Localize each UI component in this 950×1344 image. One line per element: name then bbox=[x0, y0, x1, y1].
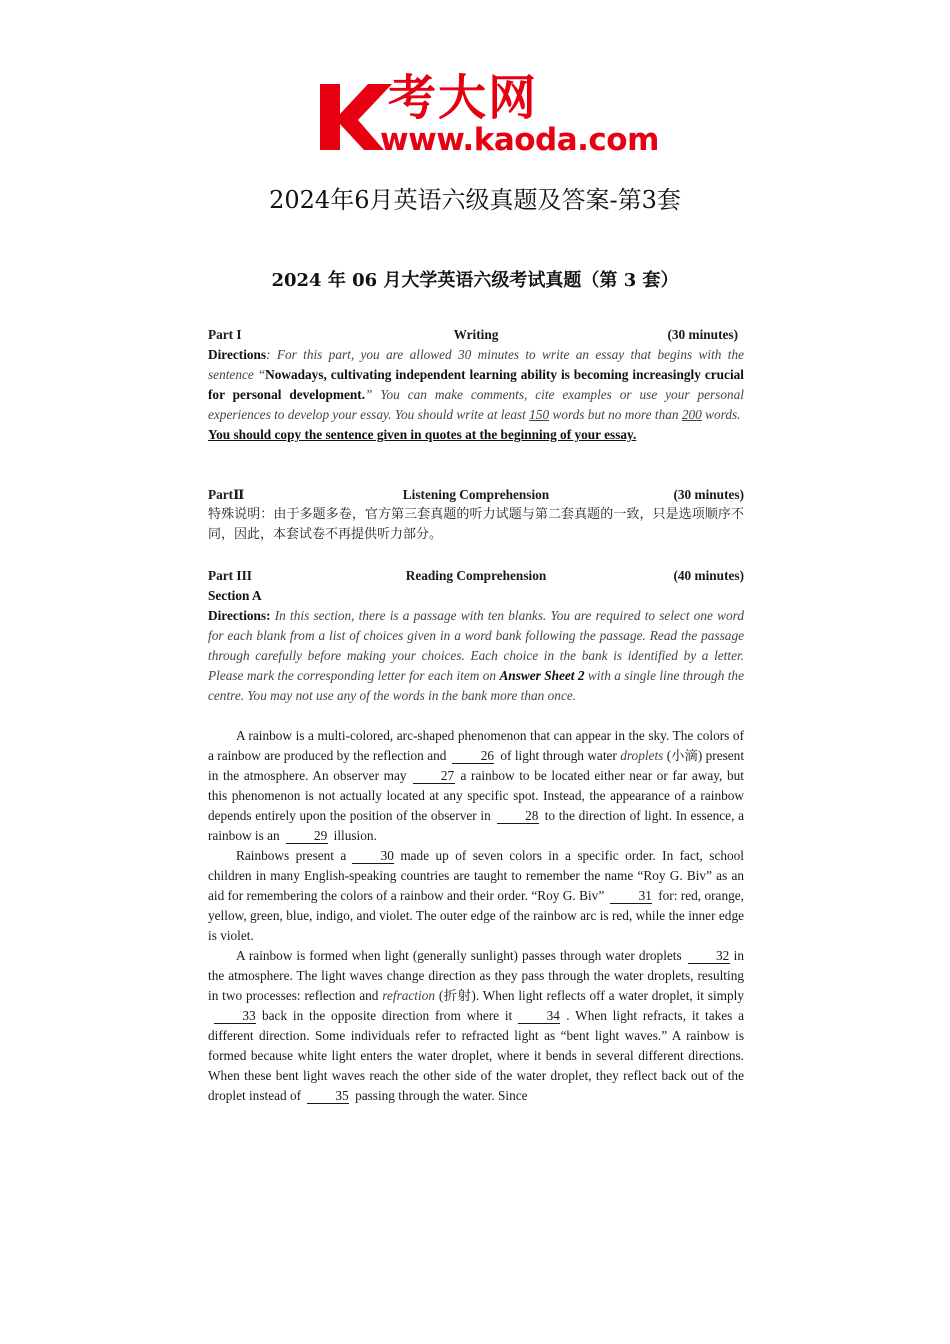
passage-text: (折射). When light reflects off a water droplet, it simply bbox=[438, 988, 745, 1003]
passage-text: made up of seven colors in a specific order. In fact, school children in many English-speaking countries are taught to remember the name “Roy G. Biv” as an aid for remembering the colors of a rainbow and their order. “Roy G. Biv” bbox=[208, 848, 744, 903]
blank-28[interactable]: 28 bbox=[497, 808, 539, 824]
blank-27[interactable]: 27 bbox=[413, 768, 455, 784]
blank-31[interactable]: 31 bbox=[610, 888, 652, 904]
part1-header bbox=[208, 325, 744, 345]
passage-text: . When light refracts, it takes a different direction. Some individuals refer to refracted light as “bent light waves.” A rainbow is formed because white light enters the water droplet, where it bends in several different directions. When these bent light waves reach the other side of the water droplet, they reflect back out of the droplet instead of bbox=[208, 1008, 745, 1103]
directions-text: : For this part, you are allowed 30 minutes to write an essay that begins with the sentence “ bbox=[208, 347, 744, 382]
part2-label: PartⅡ bbox=[208, 487, 245, 502]
answer-sheet-ref: Answer Sheet 2 bbox=[499, 668, 585, 683]
blank-35[interactable]: 35 bbox=[307, 1088, 349, 1104]
part3-name: Reading Comprehension bbox=[405, 568, 547, 583]
part2-header bbox=[208, 485, 744, 505]
essay-prompt-quote: Nowadays, cultivating independent learning ability is becoming increasingly crucial for personal development. bbox=[208, 367, 744, 402]
passage-text: A rainbow is a multi-colored, arc-shaped phenomenon that can appear in the sky. The colors of a rainbow are produced by the reflection and bbox=[208, 728, 744, 763]
blank-32[interactable]: 32 bbox=[688, 948, 730, 964]
directions-text: In this section, there is a passage with ten blanks. You are required to select one word for each blank from a list of choices given in a word bank following the passage. Read the passage through carefully before making your choices. Each choice in the bank is identified by a letter. Please mark the corresponding letter for each item on bbox=[208, 608, 744, 683]
passage-paragraph-3 bbox=[208, 946, 744, 1106]
part3-reading bbox=[208, 566, 744, 706]
passage-paragraph-1 bbox=[208, 726, 744, 846]
directions-text: words but no more than bbox=[549, 407, 682, 422]
part3-header bbox=[208, 566, 744, 586]
part1-copy-note: You should copy the sentence given in quotes at the beginning of your essay. bbox=[208, 427, 637, 442]
kaoda-logo bbox=[318, 70, 659, 162]
passage-text: droplets bbox=[620, 748, 664, 763]
rainbow-passage bbox=[208, 726, 744, 1106]
page-title: 2024年6月英语六级真题及答案-第3套 bbox=[269, 186, 681, 214]
passage-text: Rainbows present a bbox=[236, 848, 347, 863]
part1-directions bbox=[208, 345, 744, 425]
exam-subtitle: 2024 年 06 月大学英语六级考试真题（第 3 套） bbox=[271, 270, 679, 291]
passage-text: a rainbow to be located either near or far away, but this phenomenon is not actually located at any specific spot. Instead, the appearance of a rainbow depends entirely upon the position of the observer in bbox=[208, 768, 744, 823]
passage-text: A rainbow is formed when light (generally sunlight) passes through water droplets bbox=[236, 948, 682, 963]
directions-text: ” You can make comments, cite examples or use your personal experiences to develop your essay. You should write at least bbox=[208, 387, 744, 422]
passage-text: in the atmosphere. The light waves change direction as they pass through the water droplets, resulting in two processes: reflection and bbox=[208, 948, 744, 1003]
directions-text: words. bbox=[701, 407, 741, 422]
passage-text: refraction bbox=[382, 988, 435, 1003]
logo-brand-cn: 考大网 bbox=[388, 70, 539, 126]
part3-label: Part III bbox=[208, 568, 252, 583]
passage-text: of light through water bbox=[500, 748, 617, 763]
part1-writing bbox=[208, 325, 744, 445]
directions-text: with a single line through the centre. You may not use any of the words in the bank more than once. bbox=[208, 668, 744, 703]
part2-special-note: 特殊说明：由于多题多卷，官方第三套真题的听力试题与第二套真题的一致，只是选项顺序不同，因此，本套试卷不再提供听力部分。 bbox=[208, 507, 744, 542]
passage-text: back in the opposite direction from where it bbox=[262, 1008, 513, 1023]
max-words: 200 bbox=[681, 407, 702, 422]
part1-name: Writing bbox=[453, 327, 499, 342]
part3-directions bbox=[208, 606, 744, 706]
blank-30[interactable]: 30 bbox=[352, 848, 394, 864]
directions-label: Directions: bbox=[208, 608, 271, 623]
part2-listening bbox=[208, 485, 744, 545]
passage-paragraph-2 bbox=[208, 846, 744, 946]
blank-26[interactable]: 26 bbox=[452, 748, 494, 764]
logo-brand-url: www.kaoda.com bbox=[380, 122, 659, 158]
blank-29[interactable]: 29 bbox=[286, 828, 328, 844]
min-words: 150 bbox=[529, 407, 550, 422]
part1-time: (30 minutes) bbox=[667, 327, 738, 342]
blank-34[interactable]: 34 bbox=[518, 1008, 560, 1024]
passage-text: to the direction of light. In essence, a rainbow is an bbox=[208, 808, 744, 843]
section-a-heading: Section A bbox=[208, 588, 262, 603]
part3-time: (40 minutes) bbox=[673, 568, 744, 583]
part1-label: Part I bbox=[208, 327, 242, 342]
blank-33[interactable]: 33 bbox=[214, 1008, 256, 1024]
passage-text: (小滴) present in the atmosphere. An observer may bbox=[208, 748, 745, 783]
passage-text: illusion. bbox=[333, 828, 377, 843]
passage-text: passing through the water. Since bbox=[355, 1088, 528, 1103]
passage-text: for: red, orange, yellow, green, blue, indigo, and violet. The outer edge of the rainbow arc is red, while the inner edge is violet. bbox=[208, 888, 744, 943]
part2-time: (30 minutes) bbox=[673, 487, 744, 502]
directions-label: Directions bbox=[208, 347, 267, 362]
part2-name: Listening Comprehension bbox=[402, 487, 550, 502]
